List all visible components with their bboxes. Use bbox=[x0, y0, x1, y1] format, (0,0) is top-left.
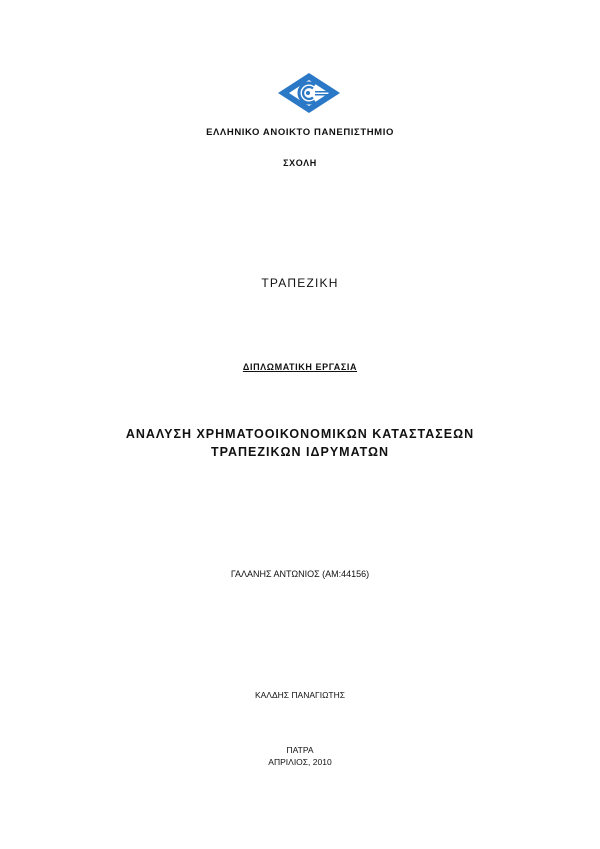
supervisor-name: ΚΑΛΔΗΣ ΠΑΝΑΓΙΩΤΗΣ bbox=[254, 690, 346, 700]
submission-date: ΑΠΡΙΛΙΟΣ, 2010 bbox=[268, 757, 332, 767]
author-name: ΓΑΛΑΝΗΣ ΑΝΤΩΝΙΟΣ (ΑΜ:44156) bbox=[230, 569, 370, 579]
department-name: ΤΡΑΠΕΖΙΚΗ bbox=[261, 276, 339, 290]
thesis-title-line-2: ΤΡΑΠΕΖΙΚΩΝ ΙΔΡΥΜΑΤΩΝ bbox=[210, 445, 390, 459]
university-name: ΕΛΛΗΝΙΚΟ ΑΝΟΙΚΤΟ ΠΑΝΕΠΙΣΤΗΜΙΟ bbox=[206, 127, 394, 138]
thesis-title-line-1: ΑΝΑΛΥΣΗ ΧΡΗΜΑΤΟΟΙΚΟΝΟΜΙΚΩΝ ΚΑΤΑΣΤΑΣΕΩΝ bbox=[125, 427, 475, 441]
city-name: ΠΑΤΡΑ bbox=[286, 745, 314, 755]
thesis-label: ΔΙΠΛΩΜΑΤΙΚΗ ΕΡΓΑΣΙΑ bbox=[242, 362, 358, 372]
eap-university-logo-icon bbox=[277, 72, 341, 114]
school-name: ΣΧΟΛΗ bbox=[283, 158, 317, 168]
